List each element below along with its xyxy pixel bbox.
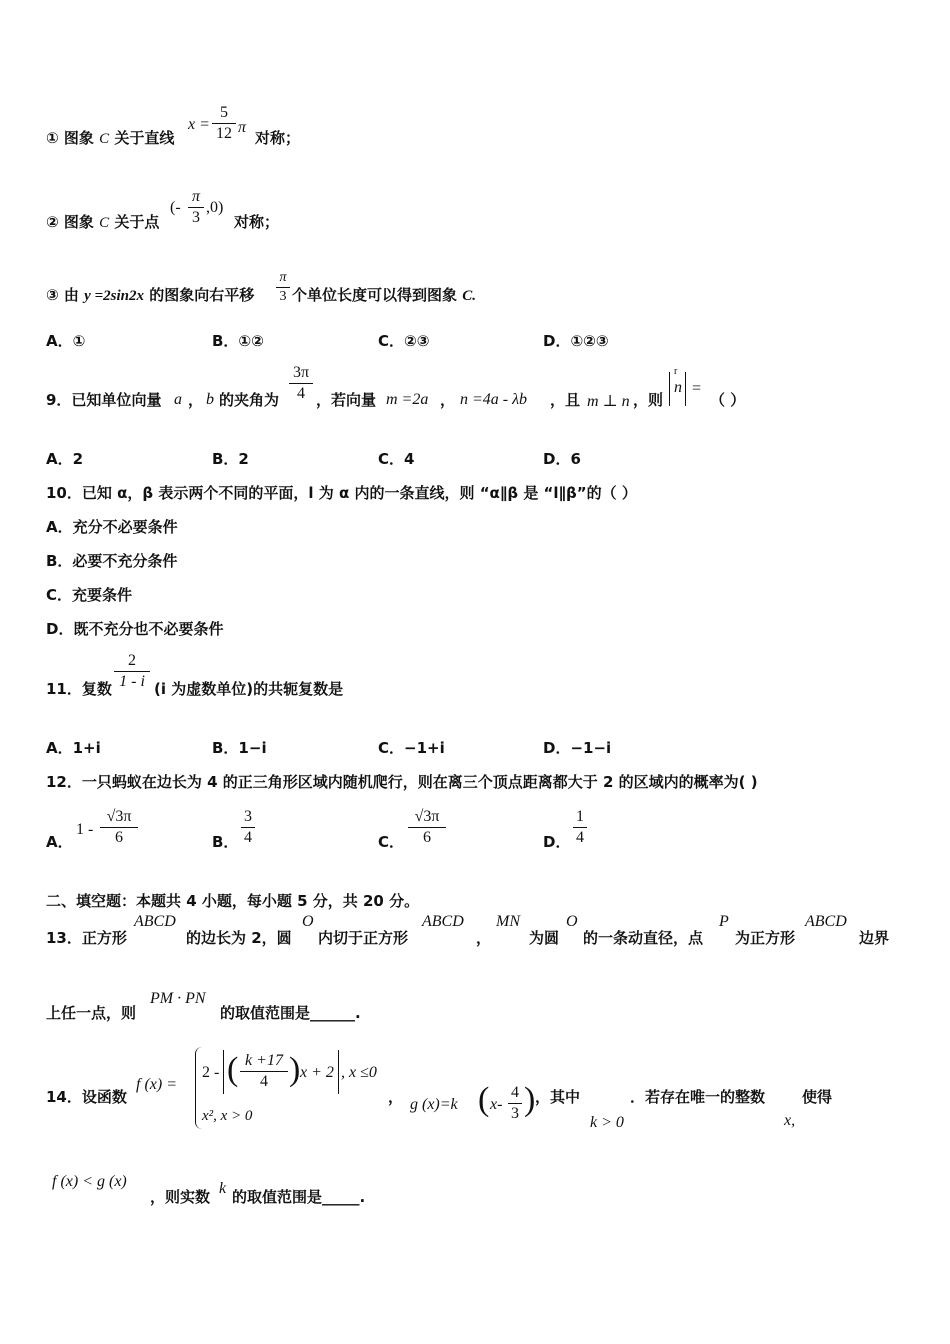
q14-case1-fraction: k +17 4	[240, 1052, 288, 1091]
q11-fraction: 2 1 - i	[114, 652, 150, 691]
q8-option-d: D．①②③	[543, 332, 609, 350]
abs-bar-left	[669, 372, 670, 406]
statement-1-lhs: x =	[188, 116, 210, 133]
q11-option-d: D．−1−i	[543, 739, 612, 757]
q8-option-a: A．①	[46, 332, 86, 350]
q14-stem: 14．设函数	[46, 1088, 127, 1106]
q11-option-a: A．1+i	[46, 739, 101, 757]
statement-2: ② 图象 C 关于点	[46, 213, 160, 231]
q12-c-fraction: √3π 6	[408, 808, 446, 847]
q14-g-fraction: 4 3	[508, 1084, 522, 1123]
q13-line2-pre: 上任一点，则	[46, 1004, 137, 1022]
dot-product: PM · PN	[150, 990, 206, 1007]
q12-b-fraction: 3 4	[241, 808, 255, 847]
q8-option-b: B．①②	[212, 332, 264, 350]
statement-3: ③ 由 y =2sin2x 的图象向右平移	[46, 286, 255, 304]
q10-option-a: A．充分不必要条件	[46, 518, 178, 536]
fraction-5-12: 5 12	[212, 104, 236, 143]
q14-line2-expr: f (x) < g (x)	[52, 1173, 127, 1190]
q10-option-b: B．必要不充分条件	[46, 552, 178, 570]
q9-option-d: D．6	[543, 450, 581, 468]
q12-option-a-label: A．	[46, 833, 73, 851]
q12-a-fraction: √3π 6	[100, 808, 138, 847]
q9-option-a: A．2	[46, 450, 84, 468]
q10-option-c: C．充要条件	[46, 586, 133, 604]
q9-option-c: C．4	[378, 450, 415, 468]
q12-d-fraction: 1 4	[573, 808, 587, 847]
q12-option-b-label: B．	[212, 833, 239, 851]
section-heading: 二、填空题：本题共 4 小题，每小题 5 分，共 20 分。	[46, 892, 420, 910]
q11-stem-post: (i 为虚数单位)的共轭复数是	[154, 680, 344, 698]
q14-line2-end: 的取值范围是_____.	[232, 1188, 366, 1206]
q8-option-c: C．②③	[378, 332, 430, 350]
piecewise-brace	[195, 1047, 202, 1129]
q11-stem-pre: 11．复数	[46, 680, 112, 698]
q11-option-c: C．−1+i	[378, 739, 445, 757]
statement-1: ① 图象 C 关于直线	[46, 129, 175, 147]
q12-option-c-label: C．	[378, 833, 405, 851]
angle-fraction: 3π 4	[289, 364, 313, 403]
q13-stem: 13．正方形	[46, 929, 127, 947]
q9-option-b: B．2	[212, 450, 249, 468]
fraction-pi-3: π 3	[188, 188, 204, 227]
q10-option-d: D．既不充分也不必要条件	[46, 620, 224, 638]
fraction-pi-3-shift: π 3	[276, 270, 290, 305]
q13-line2-post: 的取值范围是______.	[220, 1004, 361, 1022]
q11-option-b: B．1−i	[212, 739, 267, 757]
q12-option-d-label: D．	[543, 833, 571, 851]
q9-stem: 9．已知单位向量	[46, 391, 162, 409]
abs-bar-right	[685, 372, 686, 406]
q12-stem: 12．一只蚂蚁在边长为 4 的正三角形区域内随机爬行，则在离三个顶点距离都大于 2 的区域内的概率为( )	[46, 773, 758, 791]
q10-stem: 10．已知 α，β 表示两个不同的平面，l 为 α 内的一条直线，则 “α∥β 是 “l∥β”的（ ）	[46, 484, 637, 502]
